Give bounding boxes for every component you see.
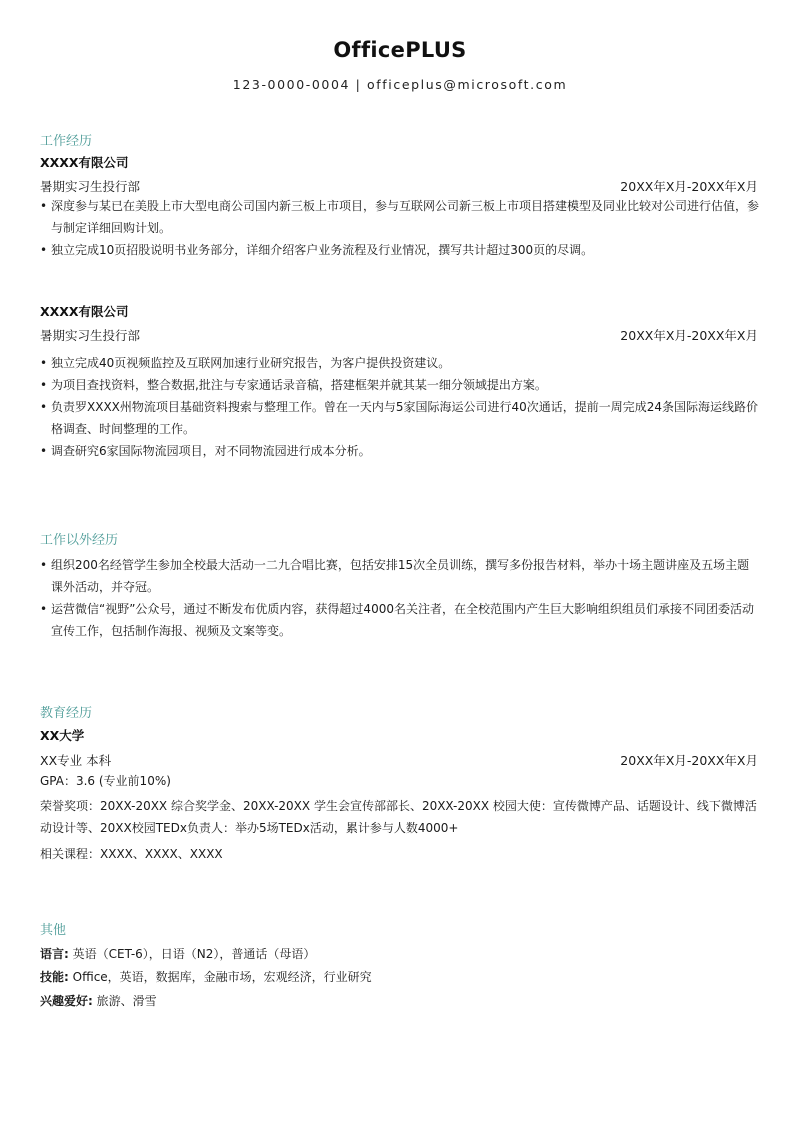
extra-bullets [40, 554, 760, 642]
bullet-text: 独立完成10页招股说明书业务部分，详细介绍客户业务流程及行业情况，撰写共计超过300页的尽调。 [51, 243, 594, 257]
bullet-text: 为项目查找资料，整合数据,批注与专家通话录音稿，搭建框架并就其某一细分领域提出方案。 [51, 378, 547, 392]
job-role-row [40, 326, 758, 344]
company-name: XXXX有限公司 [40, 304, 129, 319]
list-item: • 调查研究6家国际物流园项目，对不同物流园进行成本分析。 [40, 444, 371, 458]
bullet-text: 组织200名经管学生参加全校最大活动一二九合唱比赛，包括安排15次全员训练，撰写多份报告材料，举办十场主题讲座及五场主题课外活动，并夺冠。 [51, 558, 750, 594]
section-title-education: 教育经历 [40, 706, 93, 721]
education-dates: 20XX年X月-20XX年X月 [620, 753, 758, 768]
list-item: • 深度参与某已在美股上市大型电商公司国内新三板上市项目，参与互联网公司新三板上市项目搭建模型及同业比较对公司进行估值，参与制定详细回购计划。 [40, 199, 760, 235]
skills-value: Office，英语，数据库，金融市场，宏观经济，行业研究 [72, 970, 372, 984]
company-name: XXXX有限公司 [40, 155, 129, 170]
job-role: 暑期实习生投行部 [40, 328, 141, 343]
list-item: • 负责罗XXXX州物流项目基础资料搜索与整理工作。曾在一天内与5家国际海运公司进行40次通话，提前一周完成24条国际海运线路价格调查、时间整理的工作。 [40, 400, 759, 436]
school-name: XX大学 [40, 728, 85, 743]
skills-line [40, 968, 372, 985]
bullet-text: 独立完成40页视频监控及互联网加速行业研究报告，为客户提供投资建议。 [51, 356, 451, 370]
honors: 荣誉奖项：20XX-20XX 综合奖学金、20XX-20XX 学生会宣传部部长、20XX-20XX 校园大使：宣传微博产品、话题设计、线下微博活动设计等、20XX校园TEDx负责人：举办5场TEDx活动，累计参与人数4000+ [40, 799, 757, 835]
hobbies-label: 兴趣爱好: [40, 994, 93, 1008]
section-title-other: 其他 [40, 923, 67, 938]
section-title-work: 工作经历 [40, 134, 93, 149]
bullet-text: 负责罗XXXX州物流项目基础资料搜索与整理工作。曾在一天内与5家国际海运公司进行40次通话，提前一周完成24条国际海运线路价格调查、时间整理的工作。 [51, 400, 759, 436]
major: XX专业 本科 [40, 753, 112, 768]
bullet-text: 运营微信“视野”公众号，通过不断发布优质内容，获得超过4000名关注者，在全校范围内产生巨大影响组织组员们承接不同团委活动宣传工作，包括制作海报、视频及文案等变。 [51, 602, 754, 638]
job-dates: 20XX年X月-20XX年X月 [620, 328, 758, 343]
language-label: 语言: [40, 947, 69, 961]
education-row [40, 751, 758, 769]
courses: 相关课程：XXXX、XXXX、XXXX [40, 847, 223, 861]
language-line [40, 945, 315, 962]
job-role: 暑期实习生投行部 [40, 179, 141, 194]
language-value: 英语（CET-6），日语（N2），普通话（母语） [72, 947, 316, 961]
list-item: • 组织200名经管学生参加全校最大活动一二九合唱比赛，包括安排15次全员训练，撰写多份报告材料，举办十场主题讲座及五场主题课外活动，并夺冠。 [40, 558, 750, 594]
skills-label: 技能: [40, 970, 69, 984]
job-bullets [40, 352, 760, 462]
gpa: GPA：3.6 (专业前10%) [40, 774, 171, 788]
job-dates: 20XX年X月-20XX年X月 [620, 179, 758, 194]
resume-name: OfficePLUS [333, 38, 467, 62]
hobbies-value: 旅游、滑雪 [96, 994, 157, 1008]
section-title-extra: 工作以外经历 [40, 533, 119, 548]
list-item: • 为项目查找资料，整合数据,批注与专家通话录音稿，搭建框架并就其某一细分领域提出方案。 [40, 378, 547, 392]
hobbies-line [40, 992, 157, 1009]
job-role-row [40, 177, 758, 195]
bullet-text: 深度参与某已在美股上市大型电商公司国内新三板上市项目，参与互联网公司新三板上市项目搭建模型及同业比较对公司进行估值，参与制定详细回购计划。 [51, 199, 760, 235]
contact-info: 123-0000-0004 | officeplus@microsoft.com [232, 77, 568, 92]
list-item: • 独立完成40页视频监控及互联网加速行业研究报告，为客户提供投资建议。 [40, 356, 451, 370]
bullet-text: 调查研究6家国际物流园项目，对不同物流园进行成本分析。 [51, 444, 371, 458]
list-item: • 运营微信“视野”公众号，通过不断发布优质内容，获得超过4000名关注者，在全校范围内产生巨大影响组织组员们承接不同团委活动宣传工作，包括制作海报、视频及文案等变。 [40, 602, 754, 638]
list-item: • 独立完成10页招股说明书业务部分，详细介绍客户业务流程及行业情况，撰写共计超过300页的尽调。 [40, 243, 594, 257]
job-bullets [40, 195, 760, 261]
